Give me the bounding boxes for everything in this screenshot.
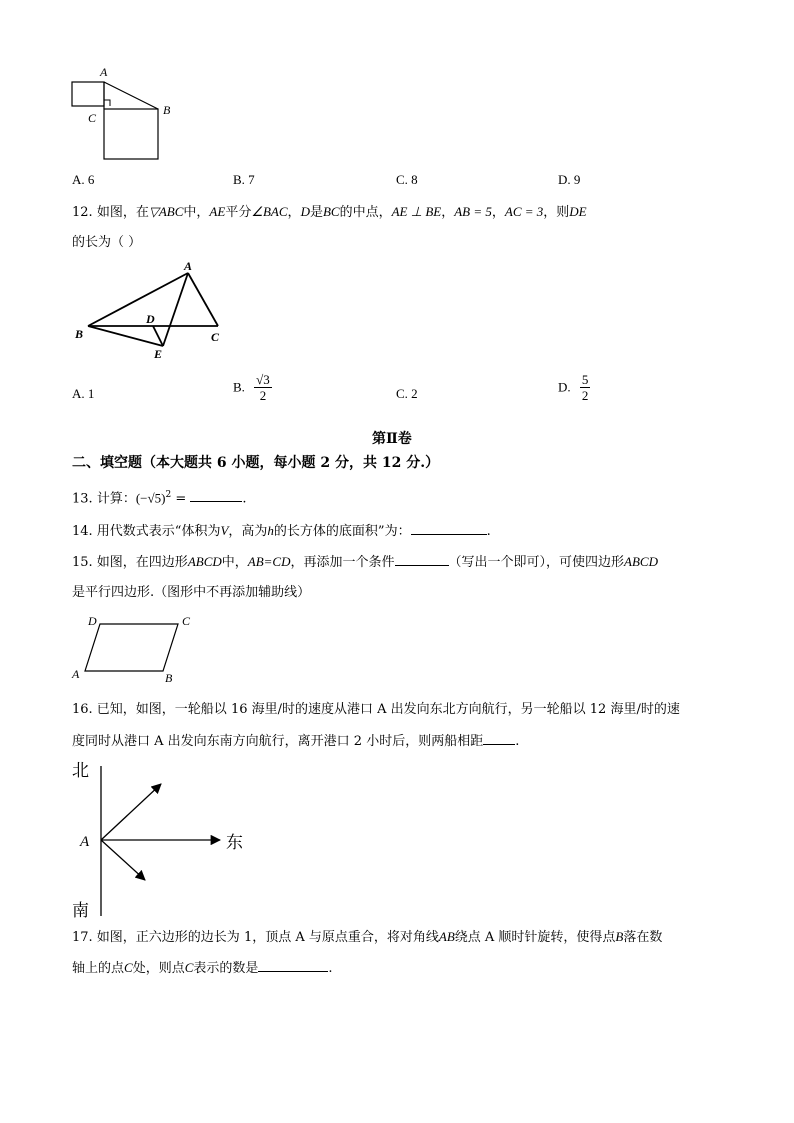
q12-option-b: B. $\frac{√3}{2}$ [233,372,270,403]
answer-blank[interactable] [190,489,242,502]
q11-option-d: D. 9 [558,172,581,187]
label-east: 东 [226,833,243,853]
q12-line2: 的长为（ ） [72,235,142,250]
q11-option-a: A. 6 [72,172,95,187]
q15-figure [68,612,198,686]
part2-title: 第Ⅱ卷 [372,431,412,447]
answer-blank[interactable] [258,959,328,972]
q11-option-c: C. 8 [396,172,418,187]
label-south: 南 [72,901,89,921]
label-d: D [88,614,97,628]
parallelogram [85,624,178,671]
label-c: C [182,614,191,628]
label-b: B [163,103,171,117]
label-b: B [75,327,84,341]
label-e: E [154,347,163,361]
answer-blank[interactable] [411,522,487,535]
q16-line2: 度同时从港口 A 出发向东南方向航行，离开港口 2 小时后，则两船相距 . [72,734,520,749]
q15-line1: 15. 如图，在四边形ABCD中，AB=CD，再添加一个条件 （写出一个即可），可使四边形ABCD [72,554,658,570]
label-c: C [211,330,220,344]
q12-line1: 12. 如图，在▽ABC中，AE平分∠BAC，D是BC的中点，AE ⊥ BE，AB = 5，AC = 3，则DE [72,204,587,220]
answer-blank[interactable] [395,553,449,566]
q12-option-c: C. 2 [396,386,418,401]
label-a: A [184,259,193,273]
q16-figure [68,756,258,922]
answer-blank[interactable] [483,732,515,745]
q12-option-d: D. $\frac{5}{2}$ [558,372,589,403]
q13: 13. 计算：$(-√5)^2$ = . [72,490,247,507]
q11-figure [60,62,190,164]
label-a: A [80,834,90,850]
section2-heading: 二、填空题（本大题共 6 小题，每小题 2 分，共 12 分.） [72,455,440,471]
label-north: 北 [72,761,89,781]
southeast-arrow [101,840,145,880]
label-a: A [72,667,80,681]
q17-line2: 轴上的点C处，则点C表示的数是 . [72,960,333,976]
q11-option-b: B. 7 [233,172,255,187]
label-a: A [100,65,108,79]
q15-line2: 是平行四边形.（图形中不再添加辅助线） [72,585,311,600]
large-square [104,109,158,159]
hypotenuse-ab [104,82,158,109]
label-c: C [88,111,97,125]
q17-line1: 17. 如图，正六边形的边长为 1，顶点 A 与原点重合，将对角线AB绕点 A 顺时针旋转，使得点B落在数 [72,929,663,945]
label-b: B [165,671,173,685]
small-square [72,82,104,106]
label-d: D [146,312,155,326]
q12-figure [70,258,240,364]
q14: 14. 用代数式表示“体积为V，高为h的长方体的底面积”为： . [72,523,491,539]
northeast-arrow [101,784,161,840]
q12-option-a: A. 1 [72,386,95,401]
q16-line1: 16. 已知，如图，一轮船以 16 海里/时的速度从港口 A 出发向东北方向航行，另一轮船以 12 海里/时的速 [72,702,680,717]
